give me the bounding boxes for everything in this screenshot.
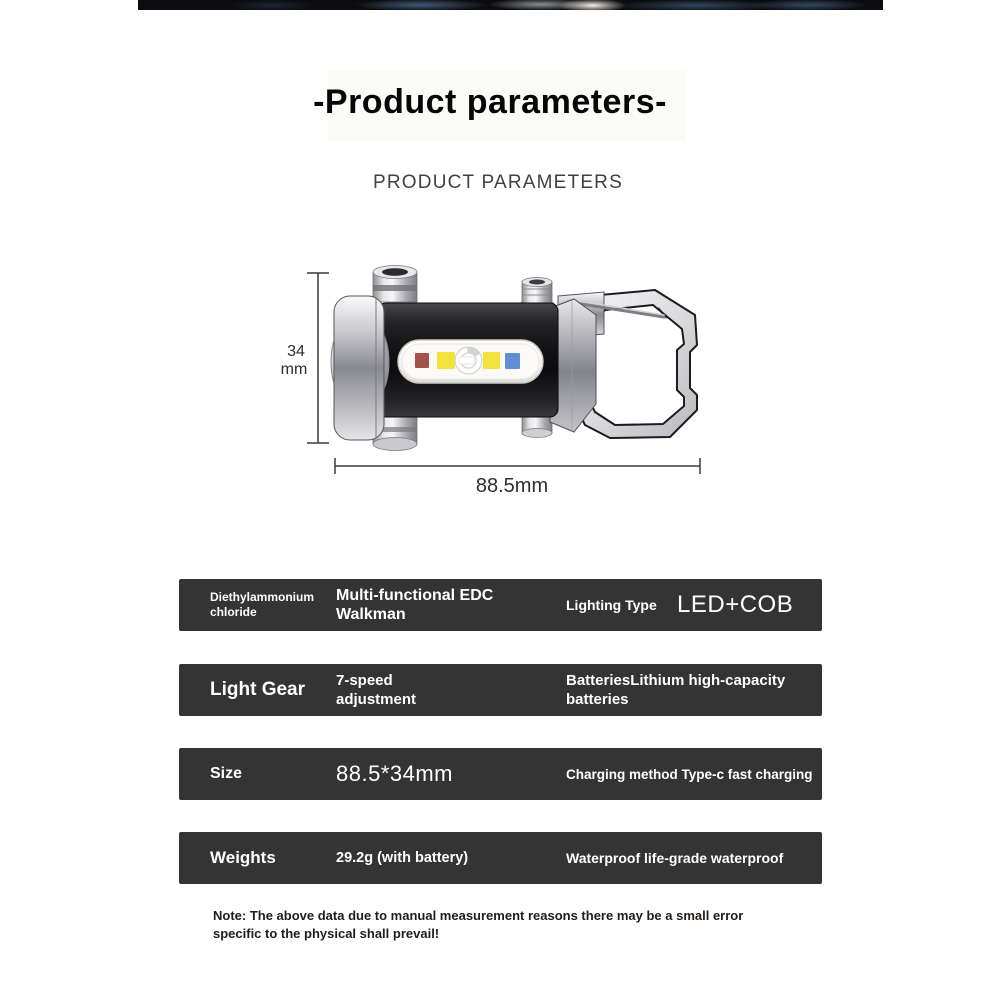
spec-label: Weights (210, 848, 276, 867)
height-dimension-value: 34 (287, 343, 305, 360)
product-dimension-diagram (258, 258, 728, 503)
width-dimension-label: 88.5mm (475, 475, 549, 497)
note-line-1: Note: The above data due to manual measurement reasons there may be a small error (213, 908, 744, 923)
spec-row-light-gear (179, 664, 822, 716)
page-subtitle: PRODUCT PARAMETERS (373, 172, 623, 193)
spec-label: Diethylammonium chloride (210, 590, 315, 619)
bezel-ring (334, 296, 384, 440)
blue-led-icon (505, 353, 520, 369)
spec-label: Size (210, 765, 243, 782)
yellow-led-icon (483, 352, 500, 369)
yellow-led-icon (437, 352, 455, 369)
note-line-2: specific to the physical shall prevail! (213, 925, 440, 941)
spec-label-2: BatteriesLithium high-capacity batteries (566, 672, 786, 708)
spec-row-weights (179, 832, 822, 884)
spec-row-size (179, 748, 822, 800)
spec-value: Multi-functional EDC Walkman (336, 587, 494, 623)
page-title: -Product parameters- (313, 83, 667, 121)
cropped-photo-strip (138, 0, 883, 10)
spec-label: Light Gear (210, 679, 306, 700)
measurement-note (213, 907, 743, 942)
spec-value-2: LED+COB (677, 591, 794, 618)
power-button-icon (458, 350, 479, 371)
spec-label-2: Waterproof life-grade waterproof (566, 850, 784, 866)
spec-label-2: Lighting Type (566, 597, 657, 613)
spec-value: 29.2g (with battery) (336, 850, 469, 866)
height-dimension-line (307, 273, 329, 443)
spec-value: 7-speed adjustment (336, 672, 417, 708)
height-dimension-unit: mm (280, 361, 308, 378)
width-dimension-line (335, 458, 700, 474)
spec-value: 88.5*34mm (336, 761, 454, 786)
spec-row-lighting (179, 579, 822, 631)
spec-label-2: Charging method Type-c fast charging (566, 766, 813, 782)
flashlight-illustration (331, 266, 697, 451)
red-led-icon (415, 353, 429, 368)
led-panel (398, 340, 543, 383)
